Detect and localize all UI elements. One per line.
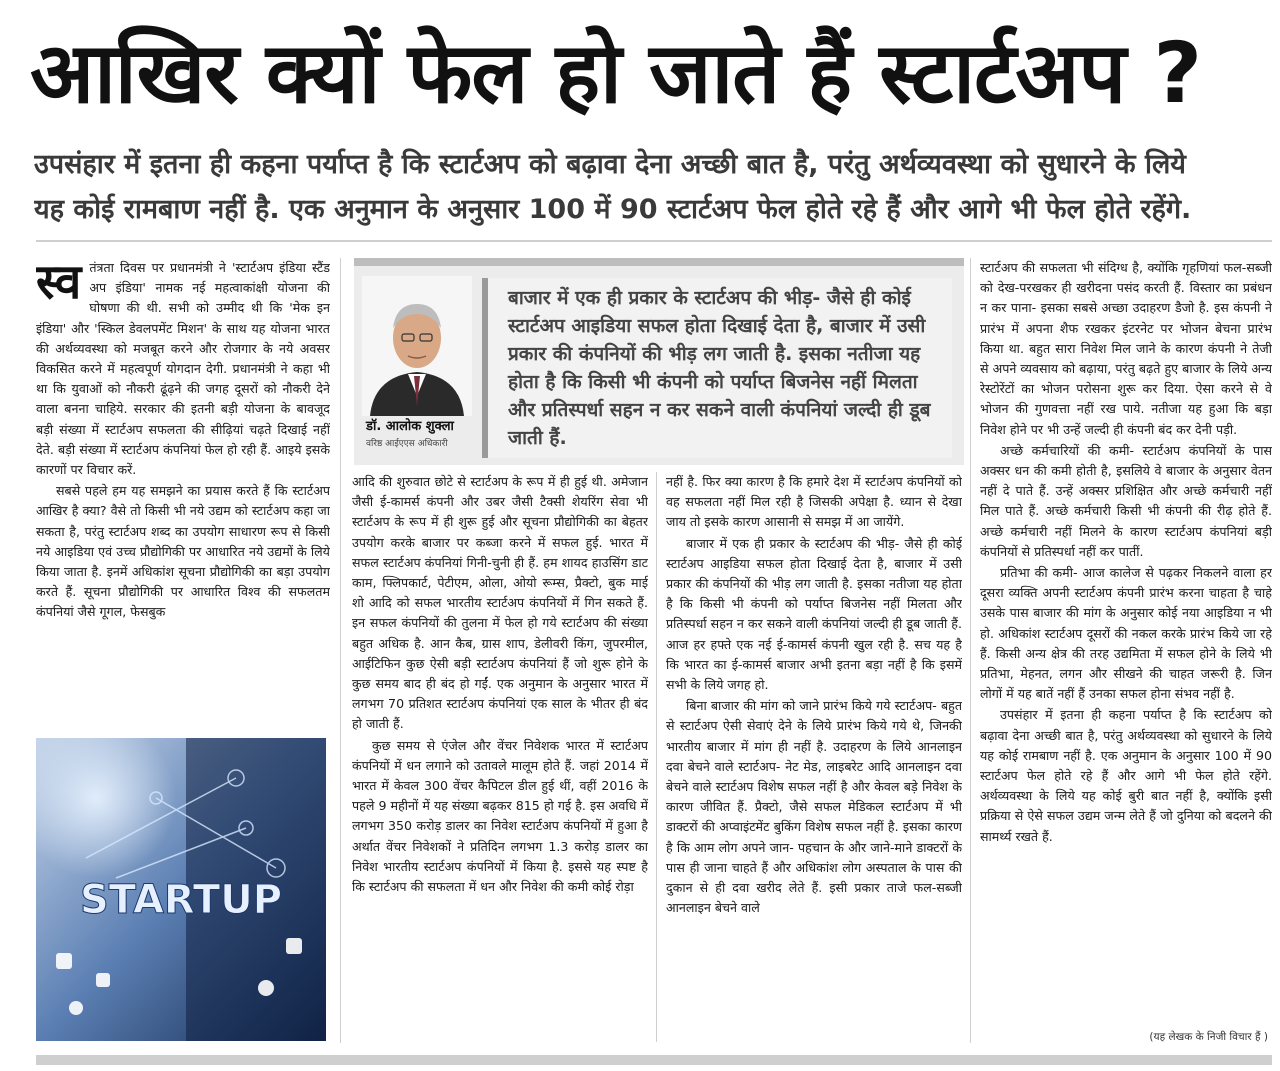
bottom-bar: [36, 1055, 1272, 1065]
col2-paragraph-1: आदि की शुरुवात छोटे से स्टार्टअप के रूप में ही हुई थी. अमेजान जैसी ई-कामर्स कंपनी और उबर जैसी टैक्सी शेयरिंग सेवा भी स्टार्टअप के रूप में ही शुरू हुई और सूचना प्रौद्योगिकी का बेहतर उपयोग करके बाजार पर कब्जा करने में सफल हुई. भारत में सफल स्टार्टअप कंपनियां गिनी-चुनी ही हैं. हम शायद हाउसिंग डाट काम, फ्लिपकार्ट, पेटीएम, ओला, ओयो रूम्स, प्रैक्टो, बुक माई शो आदि को सफल भारतीय स्टार्टअप कंपनियों में गिन सकते हैं. इन सफल कंपनियों की तुलना में फेल हो गये स्टार्टअप की संख्या बहुत अधिक है. आन कैब, ग्रास शाप, डेलीवरी किंग, जुपरमील, आईटिफिन कुछ ऐसी बड़ी स्टार्टअप कंपनियां हैं जो शुरू होने के कुछ समय बाद ही बंद हो गईं. एक अनुमान के अनुसार भारत में लगभग 70 प्रतिशत स्टार्टअप कंपनियां एक साल के भीतर ही बंद हो जाती हैं.: [352, 474, 648, 732]
startup-illustration: [36, 738, 326, 1041]
headline: आखिर क्यों फेल हो जाते हैं स्टार्टअप ?: [30, 24, 1202, 122]
col4-paragraph-4: उपसंहार में इतना ही कहना पर्याप्त है कि स्टार्टअप को बढ़ावा देना अच्छी बात है, परंतु अर्थव्यवस्था को सुधारने के लिये यह कोई रामबाण नहीं है. एक अनुमान के अनुसार 100 में 90 स्टार्टअप फेल होते रहे हैं और आगे भी फेल होते रहेंगे. अर्थव्यवस्था के लिये यह कोई बुरी बात नहीं है, क्योंकि इसी प्रक्रिया से ऐसे सफल उद्यम जन्म लेते हैं जो दुनिया को बदलने की सामर्थ्य रखते हैं.: [980, 707, 1272, 844]
col3-paragraph-2: बाजार में एक ही प्रकार के स्टार्टअप की भीड़- जैसे ही कोई स्टार्टअप आइडिया सफल होता दिखाई देता है, बाजार में उसी प्रकार की कंपनियों की भीड़ लग जाती है. इसका नतीजा यह होता है कि किसी भी कंपनी को पर्याप्त बिजनेस नहीं मिलता और प्रतिस्पर्धा सहन न कर सकने वाली कंपनियां जल्दी ही डूब जाती हैं. आज हर हफ्ते एक नई ई-कामर्स कंपनी खुल रही है. सच यह है कि भारत का ई-कामर्स बाजार अभी इतना बड़ा नहीं है कि इसमें सभी के लिये जगह हो.: [666, 535, 962, 693]
startup-image: [36, 738, 326, 1041]
deck: [34, 142, 1254, 232]
pull-quote-text: बाजार में एक ही प्रकार के स्टार्टअप की भीड़- जैसे ही कोई स्टार्टअप आइडिया सफल होता दिखाई देता है, बाजार में उसी प्रकार की कंपनियों की भीड़ लग जाती है. इसका नतीजा यह होता है कि किसी भी कंपनी को पर्याप्त बिजनेस नहीं मिलता और प्रतिस्पर्धा सहन न कर सकने वाली कंपनियां जल्दी ही डूब जाती हैं.: [508, 287, 931, 449]
col1-paragraph-2: सबसे पहले हम यह समझने का प्रयास करते हैं कि स्टार्टअप आखिर है क्या? वैसे तो किसी भी नये उद्यम को स्टार्टअप कहा जा सकता है, परंतु स्टार्टअप शब्द का उपयोग साधारण रूप से किसी नये आइडिया एवं उच्च प्रौद्योगिकी पर आधारित नये उद्यमों के लिये किया जाता है. इनमें अधिकांश सूचना प्रौद्योगिकी का बड़ा उपयोग करते हैं. सूचना प्रौद्योगिकी पर आधारित विश्व की सफलतम कंपनियां जैसे गूगल, फेसबुक: [36, 483, 330, 620]
col3-paragraph-3: बिना बाजार की मांग को जाने प्रारंभ किये गये स्टार्टअप- बहुत से स्टार्टअप ऐसी सेवाएं देने के लिये प्रारंभ किये गये थे, जिनकी भारतीय बाजार में मांग ही नहीं है. उदाहरण के लिये आनलाइन दवा बेचने वाले स्टार्टअप- नेट मेड, लाइबरेट आदि आनलाइन दवा बेचने वाले स्टार्टअप विशेष सफल नहीं है और केवल बड़े निवेश के कारण जीवित हैं. प्रैक्टो, जैसे सफल मेडिकल स्टार्टअप में भी डाक्टरों की अप्वाइंटमेंट बुकिंग विशेष सफल नहीं है. इसका कारण है कि आम लोग अपने जान- पहचान के और जाने-माने डाक्टरों के पास ही जाना चाहते हैं और अधिकांश लोग अस्पताल के पास की दुकान से ही दवा खरीद लेते हैं. इसी प्रकार ताजे फल-सब्जी आनलाइन बेचने वाले: [666, 698, 962, 916]
startup-image-text: STARTUP: [79, 877, 283, 923]
col4-paragraph-3: प्रतिभा की कमी- आज कालेज से पढ़कर निकलने वाला हर दूसरा व्यक्ति अपनी स्टार्टअप कंपनी प्रारंभ करना चाहता है चाहे उसके पास बाजार की मांग के अनुसार कोई नया आइडिया न भी हो. अधिकांश स्टार्टअप दूसरों की नकल करके प्रारंभ किये जा रहे हैं. किसी अन्य क्षेत्र की तरह उद्यमिता में सफल होने के लिये भी प्रतिभा, मेहनत, लगन और सीखने की चाहत जरूरी है. जिन लोगों में यह बातें नहीं हैं उनका सफल होना संभव नहीं है.: [980, 565, 1272, 702]
deck-line-2: यह कोई रामबाण नहीं है. एक अनुमान के अनुसार 100 में 90 स्टार्टअप फेल होते रहे हैं और आगे भी फेल होते रहेंगे.: [34, 194, 1192, 225]
column-4: [980, 258, 1272, 1028]
top-rule: [36, 240, 1272, 242]
pull-quote: [482, 278, 952, 458]
column-2: [352, 472, 648, 1040]
author-photo: [362, 276, 472, 416]
col4-paragraph-2: अच्छे कर्मचारियों की कमी- स्टार्टअप कंपनियों के पास अक्सर धन की कमी होती है, इसलिये वे बाजार के अनुसार वेतन नहीं दे पाते हैं. उन्हें अक्सर प्रशिक्षित और अच्छे कर्मचारी नहीं मिल पाते हैं. अच्छे कर्मचारी किसी भी कंपनी की रीढ़ होते हैं. अच्छे कर्मचारी नहीं मिलने के कारण स्टार्टअप कंपनियां बड़ी कंपनियों से प्रतिस्पर्धा नहीं कर पातीं.: [980, 442, 1272, 559]
col1-paragraph-1: स्व तंत्रता दिवस पर प्रधानमंत्री ने 'स्टार्टअप इंडिया स्टैंड अप इंडिया' नामक नई महत्वाकांक्षी योजना की घोषणा की थी. सभी को उम्मीद थी कि 'मेक इन इंडिया' और 'स्किल डेवलपमेंट मिशन' के साथ यह योजना भारत की अर्थव्यवस्था को मजबूत करने और रोजगार के नये अवसर विकसित करने में महत्वपूर्ण योगदान देगी. प्रधानमंत्री ने कहा भी था कि युवाओं को नौकरी ढूंढ़ने की जगह दूसरों को नौकरी देने वाला बनना चाहिये. सरकार की इतनी बड़ी योजना के बावजूद बड़ी संख्या में स्टार्टअप सफलता की सीढ़ियां चढ़ते दिखाई नहीं देते. बड़ी संख्या में स्टार्टअप कंपनियां फेल हो रही हैं. आइये इसके कारणों पर विचार करें.: [36, 258, 330, 478]
column-rule-3: [970, 258, 971, 1043]
col3-paragraph-1: नहीं है. फिर क्या कारण है कि हमारे देश में स्टार्टअप कंपनियों को वह सफलता नहीं मिल रही है जिसकी अपेक्षा है. ध्यान से देखा जाय तो इसके कारण आसानी से समझ में आ जायेंगे.: [666, 474, 962, 530]
column-rule-1: [340, 258, 341, 1043]
column-1: [36, 258, 330, 728]
column-rule-2: [656, 472, 657, 1042]
author-title: वरिष्ठ आईएएस अधिकारी: [366, 439, 448, 449]
deck-line-1: उपसंहार में इतना ही कहना पर्याप्त है कि स्टार्टअप को बढ़ावा देना अच्छी बात है, परंतु अर्थव्यवस्था को सुधारने के लिये: [34, 149, 1186, 180]
dropcap: स्व: [36, 258, 82, 310]
column-3: [666, 472, 962, 1040]
col4-paragraph-1: स्टार्टअप की सफलता भी संदिग्ध है, क्योंकि गृहणियां फल-सब्जी को देख-परखकर ही खरीदना पसंद करती हैं. विस्तार का प्रबंधन न कर पाना- इसका सबसे अच्छा उदाहरण डैजो है. इस कंपनी ने प्रारंभ में अपना शैफ रखकर इंटरनेट पर भोजन बेचना प्रारंभ किया था. बहुत सारा निवेश मिल जाने के कारण कंपनी ने तेजी से अपने व्यवसाय को बढ़ाया, परंतु बढ़ते हुए बाजार के लिये अन्य रेस्टोरेंटों का भोजन परोसना शुरू कर दिया. ऐसा करने से वे भोजन की गुणवत्ता नहीं रख पाये. नतीजा यह हुआ कि बड़ा निवेश होने पर भी उन्हें जल्दी ही कंपनी बंद कर देनी पड़ी.: [980, 260, 1272, 437]
footer-note: (यह लेखक के निजी विचार हैं ): [1149, 1031, 1268, 1043]
col2-paragraph-2: कुछ समय से एंजेल और वेंचर निवेशक भारत में स्टार्टअप कंपनियों में धन लगाने को उतावले मालूम होते हैं. जहां 2014 में भारत में केवल 300 वेंचर कैपिटल डील हुई थीं, वहीं 2016 के पहले 9 महीनों में यह संख्या बढ़कर 815 हो गई है. इस अवधि में लगभग 350 करोड़ डालर का निवेश स्टार्टअप कंपनियों में हुआ है अर्थात वेंचर निवेशकों ने प्रतिदिन लगभग 1.3 करोड़ डालर का निवेश भारतीय स्टार्टअप कंपनियों में किया है. इससे यह स्पष्ट है कि स्टार्टअप की सफलता में धन और निवेश की कमी कोई रोड़ा: [352, 737, 648, 895]
callout-box: [354, 258, 964, 465]
author-name: डॉ. आलोक शुक्ला: [366, 419, 454, 434]
